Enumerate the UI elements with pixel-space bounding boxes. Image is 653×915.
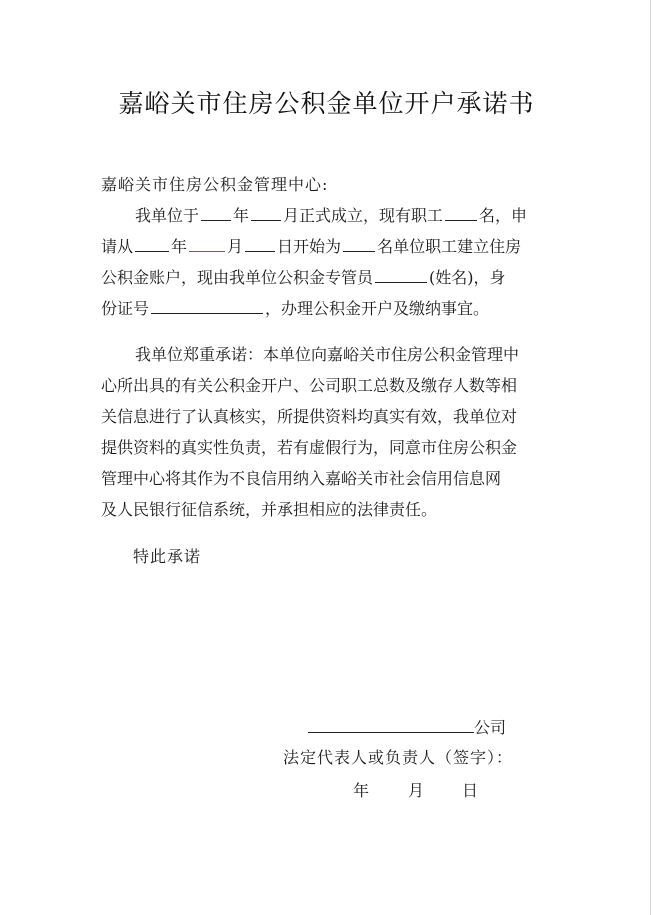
date-day-label: 日	[462, 781, 479, 800]
company-signature-line	[308, 712, 506, 738]
blank-year-founded	[201, 200, 231, 221]
text-segment: 日开始为	[277, 237, 342, 256]
text-segment: 请从	[101, 237, 134, 256]
blank-account-count	[343, 231, 375, 252]
text-segment: 公积金账户，现由我单位公积金专管员	[101, 268, 374, 287]
paragraph2-line: 心所出具的有关公积金开户、公司职工总数及缴存人数等相	[101, 376, 518, 395]
signature-date-line	[353, 778, 478, 801]
blank-start-day	[245, 231, 275, 252]
text-segment: 名，申	[479, 206, 528, 225]
paragraph2-line: 管理中心将其作为不良信用纳入嘉峪关市社会信用信息网	[101, 469, 502, 488]
text-segment: 份证号	[101, 299, 150, 318]
text-segment: 月	[227, 237, 244, 256]
blank-month-founded	[251, 200, 281, 221]
paragraph1-line2	[101, 231, 556, 262]
closing-statement: 特此承诺	[133, 547, 202, 566]
paragraph2-line: 及人民银行征信系统，并承担相应的法律责任。	[101, 500, 438, 519]
paragraph2-line: 提供资料的真实性负责，若有虚假行为，同意市住房公积金	[101, 438, 518, 457]
blank-company-name	[308, 712, 474, 733]
blank-start-month	[189, 231, 225, 252]
text-segment: 月正式成立，现有职工	[283, 206, 444, 225]
addressee-line: 嘉峪关市住房公积金管理中心:	[101, 175, 329, 194]
representative-signature-label: 法定代表人或负责人（签字）：	[283, 748, 514, 767]
text-segment: ，办理公积金开户及缴纳事宜。	[265, 299, 490, 318]
paragraph-establishment	[101, 200, 556, 324]
text-segment: 年	[233, 206, 250, 225]
text-segment: 名单位职工建立住房	[377, 237, 522, 256]
blank-start-year	[135, 231, 169, 252]
page-edge-line	[650, 0, 651, 915]
paragraph2-line: 我单位郑重承诺：本单位向嘉峪关市住房公积金管理中	[135, 345, 520, 364]
document-title: 嘉峪关市住房公积金单位开户承诺书	[118, 89, 535, 118]
blank-id-number	[151, 293, 263, 314]
date-year-label: 年	[353, 781, 370, 800]
paragraph1-line4	[101, 293, 556, 324]
text-segment: (姓名)，身	[429, 268, 506, 287]
paragraph1-line1	[101, 200, 556, 231]
text-segment: 我单位于	[135, 206, 200, 225]
paragraph2-line: 关信息进行了认真核实，所提供资料均真实有效，我单位对	[101, 407, 518, 426]
paragraph-commitment	[101, 339, 556, 525]
blank-employee-count	[445, 200, 477, 221]
company-suffix: 公司	[474, 718, 507, 737]
date-month-label: 月	[408, 781, 425, 800]
text-segment: 年	[171, 237, 188, 256]
paragraph1-line3	[101, 262, 556, 293]
blank-administrator-name	[375, 262, 427, 283]
